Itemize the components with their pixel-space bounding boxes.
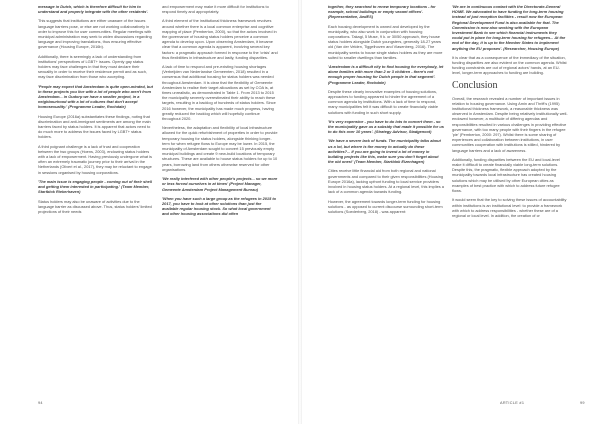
body-paragraph: Additionally, there is seemingly a lack of understanding from institutions' perspectives of LGBT+ issues. Openly gay status holders may face challenges in that they must declare their sexuality in order to receive their residence permit and as such, may face discrimination from those who accepting. (38, 53, 147, 80)
body-paragraph: This suggests that institutions are either unaware of the issues language barriers pose, or else are not working collaboratively in order to improve this for user communities. Regular meetings with municipal administration may seek to widen discussions regarding language and improving translations, thus ensuring effective governance (Housing Europe, 2016b). (38, 18, 152, 50)
section-heading: Conclusion (452, 79, 498, 91)
interview-quote: 'The main issue is engaging people - coming out of their shell and getting them interested in participating.' (Team Member, Startblok Riekerhaven) (38, 178, 152, 195)
left-page-column-2 (162, 4, 278, 396)
interview-quote: 'When you have such a large group as the refugees in 2015 to 2017, you have to look at other solutions than just the available regular housing stock. So what local government and other housing associations did often (162, 195, 277, 217)
body-paragraph: Overall, the research revealed a number of important issues in relation to housing governance. Using Amin and Thrift's (1995) institutional thickness framework, a reasonable thickness was observed in Amsterdam. Despite being relatively institutionally well-endowed however, a multitude of differing agendas and responsibilities resulted in various challenges in providing effective governance, with too many people with their fingers in the refugee 'pie' (Pemberton, 2000: 297). Whilst there is some sharing of experiences and collaboration between institutions, in user communities cooperation with institutions is stilled, hindered by language barriers and a lack of awareness. (452, 95, 568, 153)
body-paragraph: It is clear that as a consequence of the immediacy of the situation, funding disparities are also evident on the common agenda. Whilst funding constraints are out of regional actors' hands, at an EU-level, longer-term approaches to funding are building. (452, 54, 567, 76)
left-page-column-1 (38, 4, 154, 396)
body-paragraph: Nevertheless, the adaptation and flexibility of local infrastructure allowed for the quick refurbishment of properties in order to provide temporary housing for status holders, alongside thinking longer-term for when refugee flows to Europe may be lower. In 2015, the municipality of Amsterdam sought to convert 15 previously empty municipal buildings and create 9 new-build locations of temporary structures. These are available to house status holders for up to 10 years, borrowing land from others otherwise reserved for other organisations. (162, 125, 278, 172)
interview-quote: 'We have a severe lack of funds. The municipality talks about us a lot, but where is the money to actually do these activities?... If you are going to invest a lot of money in building projects like this, make sure you don't forget about the old ones!' (Team Member, Startblok Elzenhagen) (328, 138, 441, 165)
page-number-left: 94 (38, 401, 43, 405)
interview-quote: together, they searched to renew temporary locations - for example, school buildings or empty vacant offices'. (Representative, AedES) (328, 4, 436, 20)
interview-quote: 'We really interfered with other people's projects... so we more or less forced ourselves in at times' (Project Manager, Gemeente Amsterdam Project Management Bureau) (162, 176, 278, 192)
body-paragraph: Each housing development is owned and developed by the municipality, who also work in conjunction with housing corporations. Takagi, 5 Muse, 9 k. or 30/50 approach, they house status holders alongside Dutch youngsters, generally 18-27 years old (Van der Velden, Tiggelhoven and Vlasenberg, 2016). The municipality seeks to house single status holders as they are more suited to smaller dwellings than families. (328, 23, 443, 60)
page-number-right: 99 (580, 401, 585, 405)
body-paragraph: A third poignant challenge is a lack of trust and cooperation between the two groups (Hoens, 2003), endowing status holders with a lack of empowerment. Having previously undergone what is often an extremely traumatic journey prior to their arrival in the Netherlands (Oliveri et al., 2017), they may be reluctant to engage in sessions organised by housing corporations. (38, 143, 152, 175)
interview-quote: message in Dutch, which is therefore difficult for him to understand and properly integrate with the other residents'. (38, 4, 149, 15)
body-paragraph: Housing Europe (2016a) substantiates these findings, noting that discrimination and anti-immigrant sentiments are among the main barriers faced by status holders. It is apparent that actors need to do much more to address the issues faced by LGBT+ status holders. (38, 113, 151, 140)
right-page-column-2 (452, 4, 568, 396)
body-paragraph: Despite these clearly innovative examples of housing solutions, approaches to funding appeared to hinder the agreement of a common agenda by institutions. With a lack of time to respond, many municipalities felt it was difficult to create financially viable solutions with funding in such short supply. (328, 88, 438, 115)
running-head: ARTICLE #1 (500, 401, 525, 405)
interview-quote: 'It's very expensive - you have to do lots to convert them - so the municipality gave us a subsidy that made it possible for us to do this over 10 years'. (Strategy Advisor, Stadgenoot) (328, 118, 444, 135)
right-page (304, 0, 600, 424)
left-page (0, 0, 296, 424)
page-gutter (298, 0, 302, 424)
body-paragraph: and empowerment may make it more difficult for institutions to respond timely and appropriately. (162, 4, 269, 15)
body-paragraph: Cities receive little financial aid from both regional and national governments and compared to their given responsibilities (Housing Europe 2016a), lacking upfront funding to local service providers involved in housing status holders. At a regional level, this implies a lack of a common agenda towards funding. (328, 168, 444, 195)
interview-quote: 'People may expect that Amsterdam is quite open-minded, but in these projects you live with a lot of people who aren't from Amsterdam... in Oudorp we have a smaller project, in a neighbourhood with a lot of cultures that don't accept homosexuality.' (Programme Leader, Rochdale) (38, 83, 153, 110)
body-paragraph: Additionally, funding disparities between the EU and local-level make it difficult to create financially viable long-term solutions. Despite this, the pragmatic, flexible approach adopted by the municipality towards local infrastructure has created housing solutions which may be utilised by other European cities as examples of best practice with which to address future refugee flows. (452, 156, 560, 194)
interview-quote: 'Amsterdam is a difficult city to find housing for everybody, let alone families with more than 2 or 3 children - there's not enough proper housing for Dutch people in that segment'. (Programme Leader, Rochdale) (328, 64, 444, 85)
body-paragraph: Status holders may also be unaware of activities due to the language barrier as discussed above. Thus, status holders' limited projections of their needs (38, 198, 152, 214)
right-page-column-1 (328, 4, 444, 396)
body-paragraph: A lack of time to respond and pre-existing housing shortages (Verbeijden van Nederlandse Gemeenten, 2018) resulted in a consensus that additional housing for status holders was needed throughout Amsterdam. It is clear that the flexibility of Gemeente Amsterdam to realise their target allocations as set by COA is, at times unrealistic, as demonstrated in Table 1. From 2013 to 2015 the municipality severely overestimated their ability to reach these targets, resulting in a backlog of hundreds of status holders. Since 2016 however, the municipality has made much progress, having greatly reduced the backlog which will hopefully continue throughout 2020. (162, 64, 276, 122)
body-paragraph: A third element of the institutional thickness framework revolves around whether there is a local common enterprise and cognitive mapping of place (Pemberton, 2000), so that the actors involved in the governance of housing status holders perceive a common agenda to develop upon. Upon observing Amsterdam, it became clear that a common agenda is apparent, involving several key factors: a pragmatic approach formed in response to the 'crisis' and thus flexibilities in infrastructure and lastly, funding disparities. (162, 18, 278, 60)
body-paragraph: It would seem that the key to solving these issues of accountability within institutions is an institutional level: to provide a framework with which to address responsibilities - whether these are of a regional or local level. In addition, the creation of cr (452, 197, 567, 218)
body-paragraph: However, the agreement towards longer-term funding for housing solutions - as opposed to current discourse surrounding short-term solutions (Soederberg, 2018) - was apparent: (328, 198, 443, 214)
interview-quote: 'We are in continuous contact with the Directorate-General HOME. We advocated to have funding for long-term housing instead of just reception facilities - result now the European Regional Development Fund is also available for that. The Commission is now also working with the European Investment Bank to see which financial instruments they could put in place for long-term housing for refugees... At the end of the day, it is up to the Member States to implement anything the EU proposes'. (Researcher, Housing Europe) (452, 4, 566, 51)
